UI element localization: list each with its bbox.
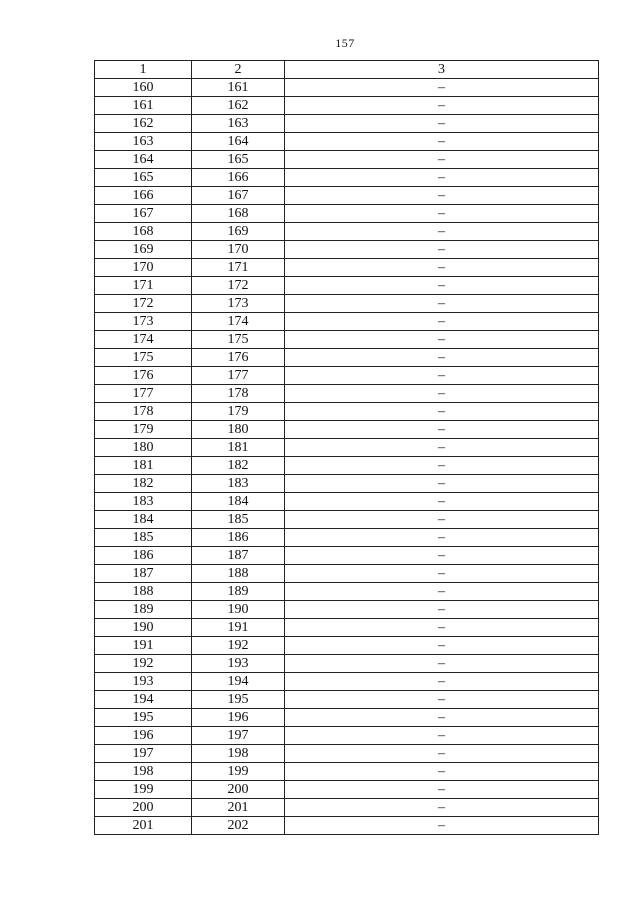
table-cell-col-3: – bbox=[285, 583, 599, 601]
table-cell-col-1: 168 bbox=[95, 223, 192, 241]
table-cell-col-1: 180 bbox=[95, 439, 192, 457]
table-cell-col-1: 170 bbox=[95, 259, 192, 277]
table-cell-col-3: – bbox=[285, 277, 599, 295]
table-row bbox=[95, 223, 599, 241]
table-cell-col-1: 175 bbox=[95, 349, 192, 367]
table-cell-col-3: – bbox=[285, 439, 599, 457]
table-row bbox=[95, 403, 599, 421]
table-row bbox=[95, 655, 599, 673]
table-row bbox=[95, 583, 599, 601]
table-cell-col-1: 171 bbox=[95, 277, 192, 295]
table-cell-col-2: 181 bbox=[192, 439, 285, 457]
table-row bbox=[95, 349, 599, 367]
table-cell-col-3: – bbox=[285, 367, 599, 385]
table-row bbox=[95, 367, 599, 385]
table-cell-col-3: – bbox=[285, 763, 599, 781]
table-cell-col-2: 199 bbox=[192, 763, 285, 781]
table-cell-col-2: 172 bbox=[192, 277, 285, 295]
table-row bbox=[95, 727, 599, 745]
column-header-2: 2 bbox=[192, 61, 285, 79]
table-cell-col-2: 166 bbox=[192, 169, 285, 187]
table-cell-col-1: 184 bbox=[95, 511, 192, 529]
table-cell-col-2: 180 bbox=[192, 421, 285, 439]
table-cell-col-2: 163 bbox=[192, 115, 285, 133]
table-cell-col-2: 185 bbox=[192, 511, 285, 529]
table-cell-col-2: 174 bbox=[192, 313, 285, 331]
table-cell-col-3: – bbox=[285, 673, 599, 691]
table-cell-col-2: 190 bbox=[192, 601, 285, 619]
table-row bbox=[95, 97, 599, 115]
table-cell-col-1: 197 bbox=[95, 745, 192, 763]
table-cell-col-2: 192 bbox=[192, 637, 285, 655]
table-row bbox=[95, 205, 599, 223]
table-row bbox=[95, 187, 599, 205]
table-row bbox=[95, 817, 599, 835]
table-cell-col-3: – bbox=[285, 691, 599, 709]
table-cell-col-2: 191 bbox=[192, 619, 285, 637]
table-cell-col-2: 184 bbox=[192, 493, 285, 511]
table-row bbox=[95, 115, 599, 133]
table-cell-col-1: 162 bbox=[95, 115, 192, 133]
column-header-3: 3 bbox=[285, 61, 599, 79]
table-cell-col-1: 200 bbox=[95, 799, 192, 817]
table-cell-col-1: 177 bbox=[95, 385, 192, 403]
table-cell-col-3: – bbox=[285, 295, 599, 313]
table-row bbox=[95, 259, 599, 277]
table-cell-col-2: 197 bbox=[192, 727, 285, 745]
table-cell-col-3: – bbox=[285, 349, 599, 367]
table-cell-col-2: 175 bbox=[192, 331, 285, 349]
table-cell-col-3: – bbox=[285, 79, 599, 97]
table-cell-col-2: 188 bbox=[192, 565, 285, 583]
table-cell-col-1: 193 bbox=[95, 673, 192, 691]
table-row bbox=[95, 529, 599, 547]
table-cell-col-2: 176 bbox=[192, 349, 285, 367]
table-cell-col-2: 182 bbox=[192, 457, 285, 475]
table-cell-col-1: 164 bbox=[95, 151, 192, 169]
table-cell-col-2: 198 bbox=[192, 745, 285, 763]
table-row bbox=[95, 799, 599, 817]
table-cell-col-3: – bbox=[285, 817, 599, 835]
table-cell-col-2: 170 bbox=[192, 241, 285, 259]
table-cell-col-3: – bbox=[285, 637, 599, 655]
table-cell-col-3: – bbox=[285, 727, 599, 745]
table-cell-col-3: – bbox=[285, 331, 599, 349]
table-cell-col-2: 167 bbox=[192, 187, 285, 205]
table-cell-col-1: 172 bbox=[95, 295, 192, 313]
table-cell-col-1: 160 bbox=[95, 79, 192, 97]
table-cell-col-1: 183 bbox=[95, 493, 192, 511]
table-row bbox=[95, 133, 599, 151]
table-cell-col-1: 199 bbox=[95, 781, 192, 799]
table-row bbox=[95, 637, 599, 655]
table-cell-col-2: 189 bbox=[192, 583, 285, 601]
table-row bbox=[95, 457, 599, 475]
table-cell-col-2: 187 bbox=[192, 547, 285, 565]
table-row bbox=[95, 475, 599, 493]
table-cell-col-1: 178 bbox=[95, 403, 192, 421]
table-row bbox=[95, 79, 599, 97]
table-cell-col-1: 196 bbox=[95, 727, 192, 745]
table-cell-col-3: – bbox=[285, 169, 599, 187]
table-row bbox=[95, 619, 599, 637]
table-cell-col-1: 195 bbox=[95, 709, 192, 727]
table-cell-col-1: 163 bbox=[95, 133, 192, 151]
table-cell-col-3: – bbox=[285, 547, 599, 565]
table-cell-col-2: 200 bbox=[192, 781, 285, 799]
table-cell-col-3: – bbox=[285, 493, 599, 511]
table-cell-col-3: – bbox=[285, 619, 599, 637]
table-row bbox=[95, 295, 599, 313]
table-cell-col-2: 193 bbox=[192, 655, 285, 673]
table-cell-col-1: 167 bbox=[95, 205, 192, 223]
column-header-1: 1 bbox=[95, 61, 192, 79]
table-row bbox=[95, 241, 599, 259]
table-cell-col-1: 179 bbox=[95, 421, 192, 439]
table-cell-col-3: – bbox=[285, 241, 599, 259]
table-cell-col-2: 196 bbox=[192, 709, 285, 727]
table-cell-col-2: 162 bbox=[192, 97, 285, 115]
table-cell-col-1: 187 bbox=[95, 565, 192, 583]
table-row bbox=[95, 313, 599, 331]
table-cell-col-2: 195 bbox=[192, 691, 285, 709]
table-cell-col-1: 188 bbox=[95, 583, 192, 601]
table-cell-col-1: 165 bbox=[95, 169, 192, 187]
table-cell-col-3: – bbox=[285, 205, 599, 223]
table-row bbox=[95, 691, 599, 709]
table-cell-col-3: – bbox=[285, 529, 599, 547]
table-cell-col-3: – bbox=[285, 403, 599, 421]
header-row bbox=[95, 61, 599, 79]
table-cell-col-1: 190 bbox=[95, 619, 192, 637]
table-cell-col-3: – bbox=[285, 709, 599, 727]
table-cell-col-2: 165 bbox=[192, 151, 285, 169]
table-cell-col-2: 178 bbox=[192, 385, 285, 403]
page-number: 157 bbox=[335, 36, 355, 50]
table-cell-col-3: – bbox=[285, 97, 599, 115]
table-cell-col-3: – bbox=[285, 565, 599, 583]
table-cell-col-2: 179 bbox=[192, 403, 285, 421]
table-row bbox=[95, 781, 599, 799]
table-row bbox=[95, 151, 599, 169]
table-cell-col-1: 173 bbox=[95, 313, 192, 331]
table-cell-col-3: – bbox=[285, 601, 599, 619]
table-cell-col-1: 192 bbox=[95, 655, 192, 673]
table-cell-col-3: – bbox=[285, 457, 599, 475]
table-cell-col-1: 189 bbox=[95, 601, 192, 619]
table-cell-col-1: 198 bbox=[95, 763, 192, 781]
table-cell-col-2: 177 bbox=[192, 367, 285, 385]
table-row bbox=[95, 331, 599, 349]
table-cell-col-1: 191 bbox=[95, 637, 192, 655]
table-row bbox=[95, 511, 599, 529]
table-cell-col-1: 161 bbox=[95, 97, 192, 115]
table-cell-col-1: 166 bbox=[95, 187, 192, 205]
table-cell-col-2: 173 bbox=[192, 295, 285, 313]
table-cell-col-3: – bbox=[285, 385, 599, 403]
table-cell-col-1: 169 bbox=[95, 241, 192, 259]
table-row bbox=[95, 601, 599, 619]
table-cell-col-1: 176 bbox=[95, 367, 192, 385]
table-row bbox=[95, 493, 599, 511]
table-body bbox=[95, 79, 599, 835]
table-cell-col-3: – bbox=[285, 151, 599, 169]
table-cell-col-2: 194 bbox=[192, 673, 285, 691]
table-cell-col-3: – bbox=[285, 187, 599, 205]
table-cell-col-3: – bbox=[285, 115, 599, 133]
table-cell-col-3: – bbox=[285, 223, 599, 241]
table-cell-col-2: 161 bbox=[192, 79, 285, 97]
table-cell-col-3: – bbox=[285, 511, 599, 529]
table-row bbox=[95, 439, 599, 457]
table-cell-col-1: 182 bbox=[95, 475, 192, 493]
table-cell-col-3: – bbox=[285, 475, 599, 493]
table-cell-col-1: 186 bbox=[95, 547, 192, 565]
table-row bbox=[95, 673, 599, 691]
table-cell-col-1: 174 bbox=[95, 331, 192, 349]
table-cell-col-3: – bbox=[285, 421, 599, 439]
table-header bbox=[95, 61, 599, 79]
table-row bbox=[95, 277, 599, 295]
table-row bbox=[95, 421, 599, 439]
table-row bbox=[95, 745, 599, 763]
data-table bbox=[94, 60, 599, 835]
table-cell-col-3: – bbox=[285, 313, 599, 331]
table-cell-col-3: – bbox=[285, 133, 599, 151]
table-cell-col-2: 201 bbox=[192, 799, 285, 817]
table-row bbox=[95, 547, 599, 565]
table-cell-col-1: 181 bbox=[95, 457, 192, 475]
table-cell-col-2: 183 bbox=[192, 475, 285, 493]
table-cell-col-1: 201 bbox=[95, 817, 192, 835]
table-cell-col-2: 186 bbox=[192, 529, 285, 547]
table-cell-col-2: 202 bbox=[192, 817, 285, 835]
table-cell-col-3: – bbox=[285, 745, 599, 763]
table-cell-col-3: – bbox=[285, 781, 599, 799]
table-row bbox=[95, 169, 599, 187]
table-cell-col-3: – bbox=[285, 799, 599, 817]
table-row bbox=[95, 385, 599, 403]
table-cell-col-3: – bbox=[285, 655, 599, 673]
table-cell-col-3: – bbox=[285, 259, 599, 277]
table-cell-col-2: 164 bbox=[192, 133, 285, 151]
table-row bbox=[95, 565, 599, 583]
table-cell-col-2: 171 bbox=[192, 259, 285, 277]
table-cell-col-2: 169 bbox=[192, 223, 285, 241]
table-cell-col-1: 185 bbox=[95, 529, 192, 547]
table-cell-col-2: 168 bbox=[192, 205, 285, 223]
table-cell-col-1: 194 bbox=[95, 691, 192, 709]
table-row bbox=[95, 763, 599, 781]
table-row bbox=[95, 709, 599, 727]
